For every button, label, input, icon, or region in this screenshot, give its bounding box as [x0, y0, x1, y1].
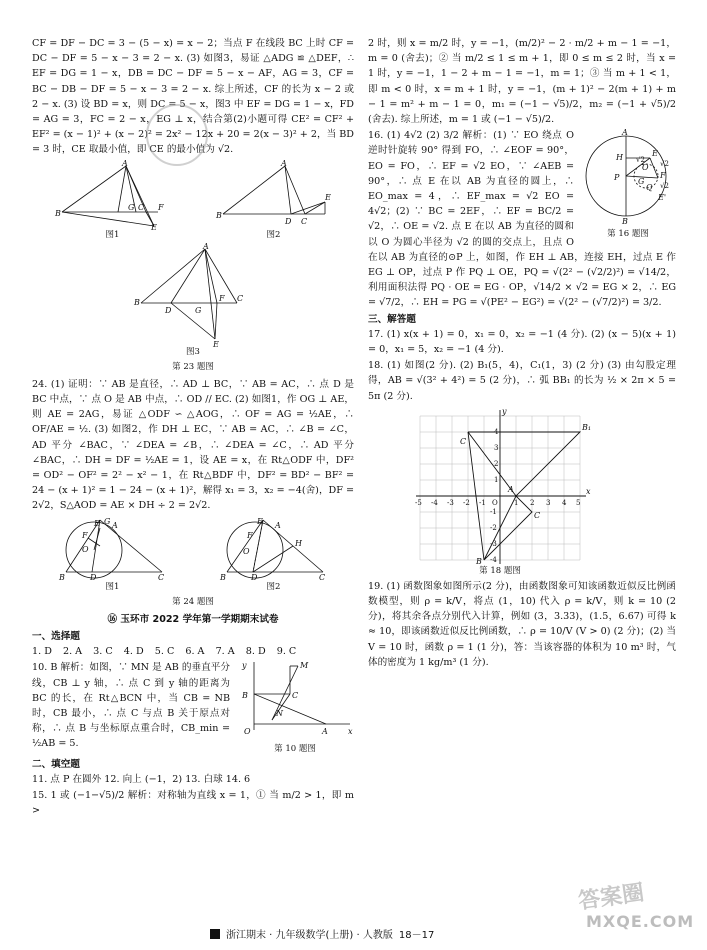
fig10-label-x: x — [348, 727, 353, 737]
fig24-1-label-B: B — [58, 572, 65, 582]
fig24-2-label-A: A — [274, 520, 281, 530]
answer-7: 7. A — [215, 646, 235, 658]
fig18-origin: O — [492, 498, 498, 507]
fig18-label-A: A — [508, 484, 514, 494]
fig24-2-svg — [219, 516, 329, 582]
fig23-3-svg — [133, 243, 253, 347]
fig16-label-sqrt2-2: √2 — [660, 182, 669, 191]
fig18-xtick-1: -5 — [415, 498, 422, 507]
fig24-2-label-O: O — [242, 546, 250, 556]
fig18-label-B: B — [476, 556, 482, 566]
fig18 — [410, 406, 590, 577]
solution-10: 10. B 解析：如图，∵ MN 是 AB 的垂直平分线，CB ⊥ y 轴，∴ 点 C 到 y 轴的距离为 BC 的长，在 Rt△BCN 中，当 CB = NB 时，CB 最小，∴ 点 C 与点 B 关于原点对称，∴ 点 B 与坐标原点重合时，CB_min = ½AB = 5. — [32, 662, 230, 750]
fig16-label-A: A — [622, 128, 628, 138]
solution-24: 24. (1) 证明：∵ AB 是直径，∴ AD ⊥ BC，∵ AB = AC，∴ 点 D 是 BC 中点，∵ 点 O 是 AB 中点，∴ OD // EC. (2) 如图1，作 OG ⊥ AE，则 AE = 2AG，易证 △ODF ∽ △AOG，∴ OF = AG = ½AE，∴ OF/AE = ½. (3) 如图2，作 DH ⊥ EC，∵ AB = AC，∴ ∠B = ∠C，AD 平分 ∠BAC，∵ ∠DEA = ∠B，∴ ∠DEA = ∠C，∴ AD 平分 ∠BAC，∴ DH = DF = ½AE = 1，设 AE = x，在 Rt△ODF 中，DF² = OD² − OF² = 2² − x² − 1，在 Rt△BDF 中，DF² = BD² − BF² = 24 − (x + 1)² = 1 − 24 − (x + 1)²，解得 x₁ = 3，x₂ = −4(舍)，DF = 2√2，S△AOD = AE × DH ÷ 2 = 2√2. — [32, 378, 354, 512]
answer-8: 8. D — [245, 646, 266, 658]
fig10-label-A: A — [322, 727, 328, 737]
fig18-ytick-4: 4 — [494, 427, 499, 436]
fig18-svg — [410, 406, 590, 566]
fig24-1-label-D: D — [89, 572, 96, 582]
fig24-row — [32, 516, 354, 593]
fig10-label-B: B — [242, 691, 248, 701]
watermark-logo: 答案圈 — [576, 880, 646, 915]
fig16-label-F: F — [660, 171, 666, 181]
answer-3: 3. C — [93, 646, 113, 658]
footer-book-title: 浙江期末 · 九年级数学(上册) · 人教版 — [226, 930, 393, 941]
fig23-2-label-C: C — [300, 216, 307, 226]
fig23-2-label-B: B — [215, 210, 222, 220]
fig18-caption: 第 18 题图 — [479, 565, 521, 576]
answer-4: 4. D — [123, 646, 144, 658]
fig16-label-P: P — [614, 173, 620, 183]
answer-2: 2. A — [62, 646, 83, 658]
fig23-1-label-A: A — [121, 158, 128, 168]
answers-11-14: 11. 点 P 在圆外 12. 向上 (−1，2) 13. 白球 14. 6 — [32, 773, 251, 785]
fig16 — [580, 128, 676, 240]
fig18-label-B1: B₁ — [582, 422, 592, 432]
fig24-1-label-C: C — [157, 572, 164, 582]
fig18-y-label: y — [502, 406, 507, 416]
fig24-2-label-B: B — [219, 572, 226, 582]
watermark-url: MXQE.COM — [586, 912, 695, 931]
stamp-circle — [146, 104, 208, 166]
fig23-1-label-G: G — [127, 202, 134, 212]
solution-23-continued: CF = DF − DC = 3 − (5 − x) = x − 2；当点 F 在线段 BC 上时 CF = DC − DF = 5 − x − 3 = 2 − x. (3) 如图3，易证 △ADG ≌ △DEF，∴ EF = DG = 1 − x，DB = DC − DF = 5 − x − AF，AG = 3，CF = BC − DB − DF = 5 − x − 3 = 2 − x. 综上所述，CF 的长为 x − 2 或 2 − x. (3) 设 BD = x，则 DC = 5 − x，图3 中 EF = DG = 1 − x，FD = AG = 3，FC = 2 − x，EG ⊥ x，结合第(2)小题可得 CE² = CF² + EF² = (x − 1)² + (x − 2)² = 2x² − 12x + 20 = 2(x − 3)² + 2，当 BD = 3 时，CE 取最小值，即 CE 的最小值为 √2. — [32, 38, 354, 156]
fig23-3-label-D: D — [165, 305, 172, 315]
fig23-3-label-A: A — [203, 241, 209, 251]
fig18-xtick-2: -4 — [431, 498, 438, 507]
fig24-2-label-E: E — [256, 516, 263, 526]
fig24-1-label-G: G — [103, 516, 110, 526]
fig18-ytick-1: 1 — [494, 475, 499, 484]
fig23-3-label-C: C — [237, 293, 244, 303]
fig23-caption-1: 图1 — [105, 229, 120, 240]
fig18-ytick-3: 3 — [494, 443, 499, 452]
fig18-ytick-2: 2 — [494, 459, 499, 468]
fig23-figure2 — [215, 160, 333, 241]
answer-9: 9. C — [276, 646, 297, 658]
fig24-1-label-O: O — [81, 544, 89, 554]
fig18-ytick-m1: -1 — [490, 507, 497, 516]
fig18-ytick-m3: -3 — [490, 539, 497, 548]
fig24-1-label-A: A — [111, 520, 118, 530]
solution-15: 15. 1 或 (−1−√5)/2 解析：对称轴为直线 x = 1，① 当 m/2 > 1，即 m > — [32, 790, 354, 817]
fig24-title: 第 24 题图 — [172, 596, 214, 607]
fig18-xtick-7: 2 — [530, 498, 535, 507]
fig24-figure1 — [58, 516, 168, 593]
fig23-2-label-E: E — [324, 192, 331, 202]
fig16-label-H: H — [616, 153, 623, 163]
answer-1: 1. D — [32, 646, 52, 658]
fig10-label-y: y — [242, 661, 247, 671]
fig23-caption-2: 图2 — [266, 229, 281, 240]
fig18-xtick-9: 4 — [562, 498, 567, 507]
fig16-label-E-prime: E' — [658, 193, 667, 203]
fig24-1-svg — [58, 516, 168, 582]
fig23-3-label-E: E — [213, 339, 219, 349]
fig10-label-C: C — [292, 691, 299, 701]
page-footer — [210, 926, 434, 941]
fig23-2-label-A: A — [280, 158, 287, 168]
fig18-xtick-10: 5 — [576, 498, 581, 507]
fig10-caption: 第 10 题图 — [274, 743, 316, 754]
footer-page-number: 18－17 — [398, 930, 435, 941]
fig24-2-label-D: D — [250, 572, 257, 582]
solution-18: 18. (1) 如图(2 分). (2) B₁(5，4)，C₁(1，3) (2 分) (3) 由勾股定理得，AB = √(3² + 4²) = 5 (2 分)，∴ 弧 BB₁ 的长为 ½ × 2π × 5 = 5π (2 分). — [368, 360, 676, 402]
fig23-figure3 — [133, 243, 253, 358]
fig10-label-N: N — [276, 709, 283, 719]
fig16-label-B: B — [622, 217, 628, 227]
fig18-x-label: x — [586, 486, 591, 496]
fig23-3-label-B: B — [134, 297, 140, 307]
fig23-1-label-B: B — [54, 208, 61, 218]
fig24-caption-2: 图2 — [266, 581, 281, 592]
fig24-figure2 — [219, 516, 329, 593]
fig23-1-svg — [54, 160, 172, 230]
fig23-2-svg — [215, 160, 333, 230]
solution-16: 16. (1) 4√2 (2) 3/2 解析：(1) ∵ EO 绕点 O 逆时针旋转 90° 得到 FO，∴ ∠EOF = 90°，EO = FO，∴ EF = √2 EO，∵ ∠AEB = 90°，∴ 点 E 在以 AB 为直径的圆上，∴ EO_max = 4，∴ EF_max = √2 EO = 4√2；(2) ∵ BC = 2EF，∴ EF = BC/2 = √2，∴ OE = √2. 点 E 在以 AB 为直径的圆和以 O 为圆心半径为 √2 的圆的交点上，且点 O 在以 AB 为直径的⊙P 上，如图，作 EH ⊥ AB，连接 EH，过点 E 作 EG ⊥ OP，过点 P 作 PQ ⊥ OE，PQ = √(2² − (√2/2)²) = √14/2，利用面积法得 PQ · OE = EG · OP，√14/2 × √2 = EG × 2，∴ EG = √7/2，∴ EH = PG = √(PE² − EG²) = √(2² − (√7/2)²) = 3/2. — [368, 130, 676, 309]
fig16-svg — [580, 128, 676, 227]
fig16-caption: 第 16 题图 — [607, 229, 649, 240]
fig18-xtick-4: -2 — [463, 498, 470, 507]
fig18-xtick-8: 3 — [546, 498, 551, 507]
fig10 — [236, 660, 354, 754]
fig23-1-label-C: C — [137, 202, 144, 212]
fig23-3-label-F: F — [219, 293, 225, 303]
fig24-caption-1: 图1 — [105, 581, 120, 592]
fig24-1-label-E: E — [93, 518, 100, 528]
fig16-label-G: G — [638, 177, 645, 187]
section-problems: 三、解答题 — [368, 313, 416, 325]
fig18-xtick-3: -3 — [447, 498, 454, 507]
fig18-label-C: C — [534, 510, 541, 520]
exam-title: ⑯ 玉环市 2022 学年第一学期期末试卷 — [107, 613, 279, 625]
fig10-svg — [236, 660, 354, 738]
fig23-1-label-F: F — [157, 202, 164, 212]
footer-square-icon — [210, 929, 220, 939]
fig16-label-E: E — [652, 149, 658, 159]
fig23-3-label-G: G — [195, 305, 202, 315]
fig10-label-O: O — [244, 727, 251, 737]
fig18-xtick-6: 1 — [514, 498, 519, 507]
answer-5: 5. C — [154, 646, 175, 658]
fig23-1-label-E: E — [150, 222, 157, 232]
solution-17: 17. (1) x(x + 1) = 0，x₁ = 0，x₂ = −1 (4 分). (2) (x − 5)(x + 1) = 0，x₁ = 5，x₂ = −1 (4 分). — [368, 328, 676, 356]
section-multiple-choice: 一、选择题 — [32, 631, 80, 643]
answer-6: 6. A — [185, 646, 205, 658]
fig16-label-sqrt2-3: √2 — [636, 156, 645, 165]
fig18-ytick-m2: -2 — [490, 523, 497, 532]
choice-answers — [32, 644, 354, 659]
fig16-label-Q: Q — [646, 183, 653, 193]
fig24-2-label-C: C — [318, 572, 325, 582]
fig24-2-label-F: F — [246, 530, 253, 540]
fig18-xtick-5: -1 — [479, 498, 486, 507]
fig23-figure1 — [54, 160, 172, 241]
fig24-1-label-F: F — [81, 530, 88, 540]
fig16-label-sqrt2-1: √2 — [660, 160, 669, 169]
fig23-row-top — [32, 160, 354, 241]
fig18-ytick-m4: -4 — [490, 555, 497, 564]
fig18-label-C1: C — [460, 436, 467, 446]
fig10-label-M: M — [300, 661, 309, 671]
solution-15-continued: 2 时，则 x = m/2 时，y = −1，(m/2)² − 2 · m/2 + m − 1 = −1，m = 0 (舍去)；② 当 m/2 ≤ 1 ≤ m + 1，即 0 ≤ m ≤ 2 时，当 x = 1 时，y = −1，1 − 2 + m − 1 = −1，m = 1；③ 当 m + 1 < 1，即 m < 0 时，x = m + 1 时，y = −1，(m + 1)² − 2(m + 1) + m − 1 = m² + m − 1 = 0，m₁ = (−1 − √5)/2，m₂ = (−1 + √5)/2 (舍去). 综上所述，m = 1 或 (−1 − √5)/2. — [368, 38, 676, 126]
fig23-2-label-D: D — [284, 216, 291, 226]
fig16-label-O: O — [642, 163, 649, 173]
fig23-title: 第 23 题图 — [172, 361, 214, 372]
fig23-caption-3: 图3 — [186, 346, 200, 357]
fig24-2-label-H: H — [294, 538, 302, 548]
section-fill-in: 二、填空题 — [32, 758, 80, 770]
solution-19: 19. (1) 函数图象如图所示(2 分)，由函数图象可知该函数近似反比例函数模型，则 ρ = k/V，将点 (1，10) 代入 ρ = k/V，则 k = 10 (2 分)，将其余各点分别代入计算，例如 (3，3.33)，(1.5，6.67) 可得 k ≈ 10，即该函数近似反比例函数，∴ ρ = 10/V (V > 0) (2 分)；(2) 当 V = 10 时，函数 ρ = 1 (1 分)，答：当该容器的体积为 10 m³ 时，气体的密度为 1 kg/m³ (1 分). — [368, 580, 676, 668]
fig23-row-bottom — [32, 243, 354, 358]
right-column — [368, 36, 676, 671]
